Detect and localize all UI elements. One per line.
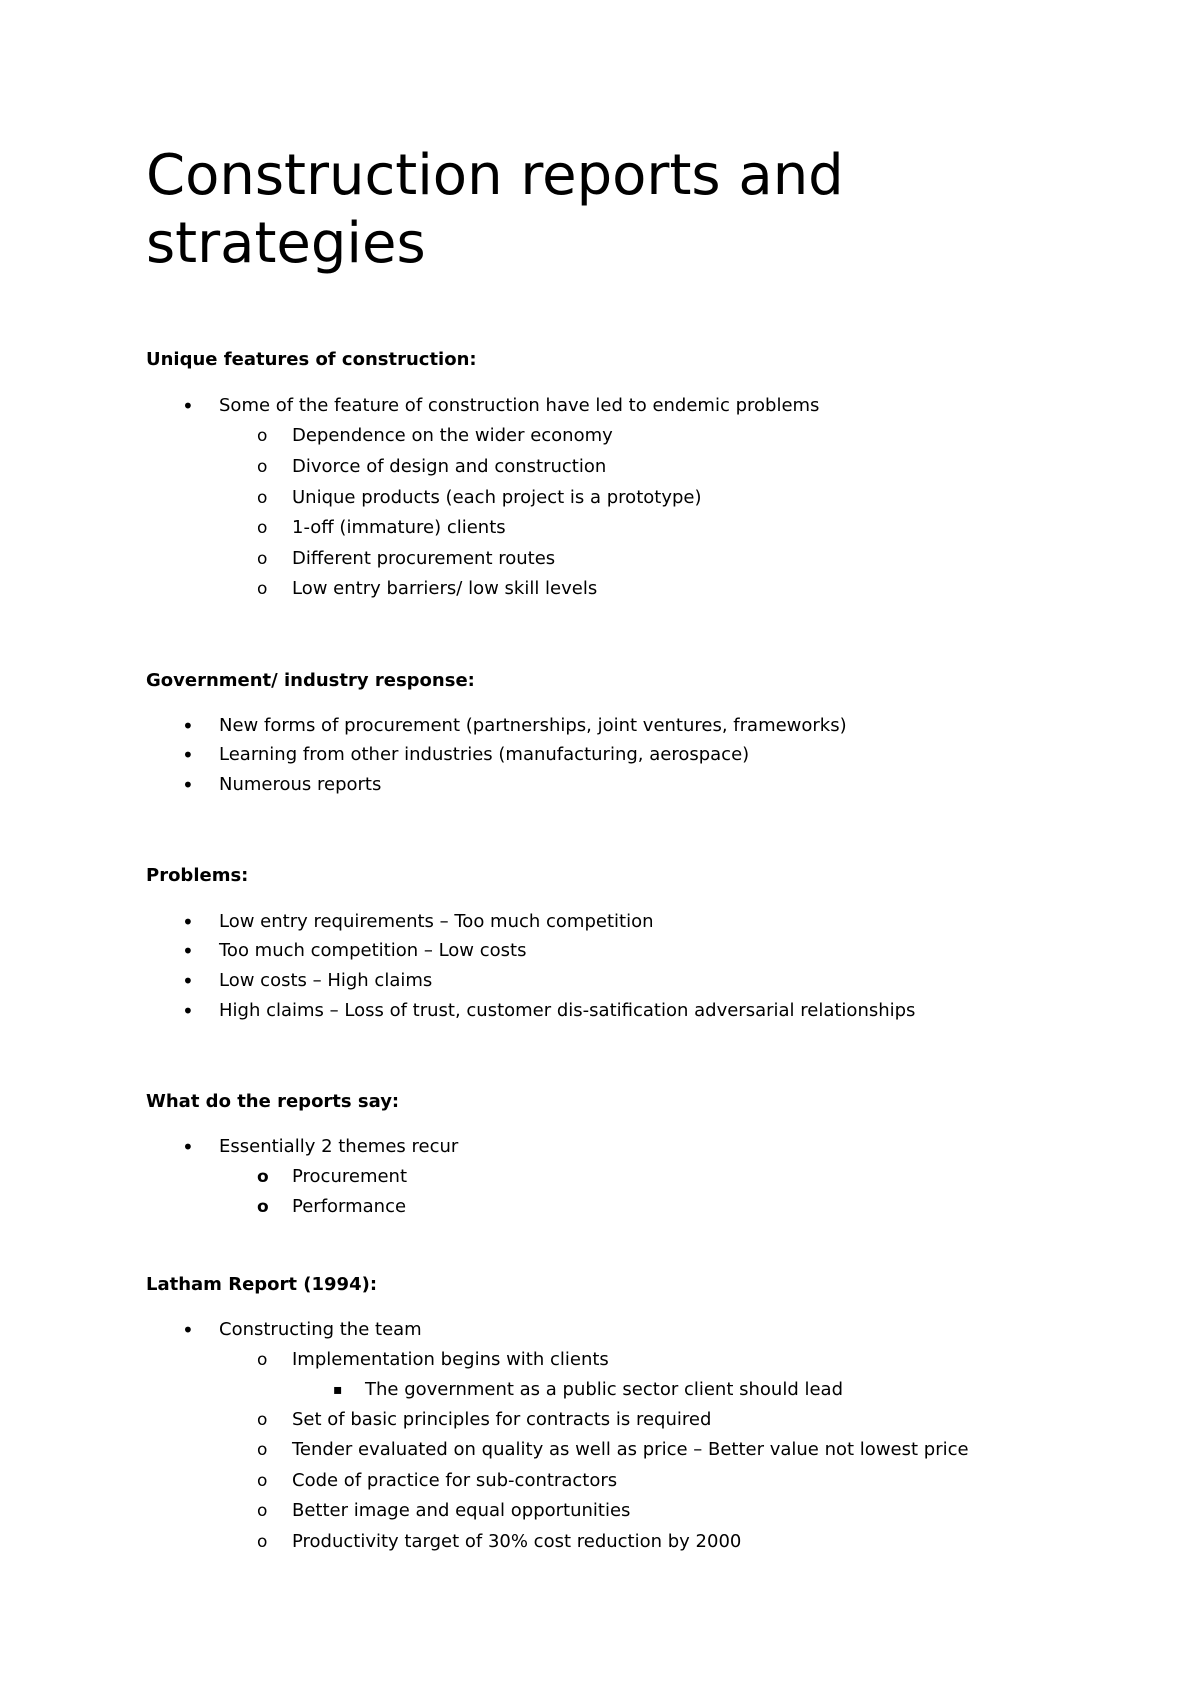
list-subitem: Different procurement routes: [292, 548, 556, 569]
list-item: Low entry requirements – Too much competition: [219, 911, 654, 932]
list-subitem: 1-off (immature) clients: [292, 517, 506, 538]
heading-latham-report: Latham Report (1994):: [146, 1274, 378, 1295]
list-item: Numerous reports: [219, 774, 382, 795]
list-item: Constructing the team: [219, 1319, 422, 1340]
list-item: New forms of procurement (partnerships, joint ventures, frameworks): [219, 715, 847, 736]
bullet-marker: •: [182, 999, 194, 1023]
circle-marker: o: [257, 518, 268, 538]
list-subitem: Performance: [292, 1196, 407, 1217]
bullet-marker: •: [182, 743, 194, 767]
list-subitem: Tender evaluated on quality as well as price – Better value not lowest price: [292, 1439, 969, 1460]
document-title: Construction reports and strategies: [146, 143, 844, 276]
list-subitem: Better image and equal opportunities: [292, 1500, 631, 1521]
heading-unique-features: Unique features of construction:: [146, 349, 477, 370]
circle-marker: o: [257, 426, 268, 446]
list-subitem: Dependence on the wider economy: [292, 425, 613, 446]
list-subitem: Unique products (each project is a prototype): [292, 487, 702, 508]
heading-problems: Problems:: [146, 865, 249, 886]
circle-marker: o: [257, 1350, 268, 1370]
list-subitem: Procurement: [292, 1166, 408, 1187]
bullet-marker: •: [182, 939, 194, 963]
list-item: Essentially 2 themes recur: [219, 1136, 459, 1157]
heading-reports-say: What do the reports say:: [146, 1091, 400, 1112]
circle-marker: o: [257, 1501, 268, 1521]
list-subitem: Implementation begins with clients: [292, 1349, 609, 1370]
circle-marker: o: [257, 1167, 269, 1187]
bullet-marker: •: [182, 910, 194, 934]
circle-marker: o: [257, 1440, 268, 1460]
bullet-marker: •: [182, 1318, 194, 1342]
circle-marker: o: [257, 1471, 268, 1491]
list-item: Some of the feature of construction have led to endemic problems: [219, 395, 820, 416]
bullet-marker: •: [182, 773, 194, 797]
list-subsubitem: The government as a public sector client should lead: [365, 1379, 844, 1400]
list-item: High claims – Loss of trust, customer dis-satification adversarial relationships: [219, 1000, 916, 1021]
circle-marker: o: [257, 1532, 268, 1552]
list-subitem: Low entry barriers/ low skill levels: [292, 578, 598, 599]
circle-marker: o: [257, 579, 268, 599]
list-item: Too much competition – Low costs: [219, 940, 527, 961]
list-item: Learning from other industries (manufacturing, aerospace): [219, 744, 750, 765]
circle-marker: o: [257, 549, 268, 569]
bullet-marker: •: [182, 714, 194, 738]
circle-marker: o: [257, 457, 268, 477]
square-marker: ▪: [333, 1382, 343, 1398]
circle-marker: o: [257, 488, 268, 508]
heading-government-response: Government/ industry response:: [146, 670, 475, 691]
list-subitem: Divorce of design and construction: [292, 456, 607, 477]
list-subitem: Productivity target of 30% cost reduction by 2000: [292, 1531, 742, 1552]
circle-marker: o: [257, 1410, 268, 1430]
list-subitem: Set of basic principles for contracts is required: [292, 1409, 712, 1430]
bullet-marker: •: [182, 969, 194, 993]
bullet-marker: •: [182, 394, 194, 418]
bullet-marker: •: [182, 1135, 194, 1159]
list-subitem: Code of practice for sub-contractors: [292, 1470, 618, 1491]
circle-marker: o: [257, 1197, 269, 1217]
list-item: Low costs – High claims: [219, 970, 433, 991]
